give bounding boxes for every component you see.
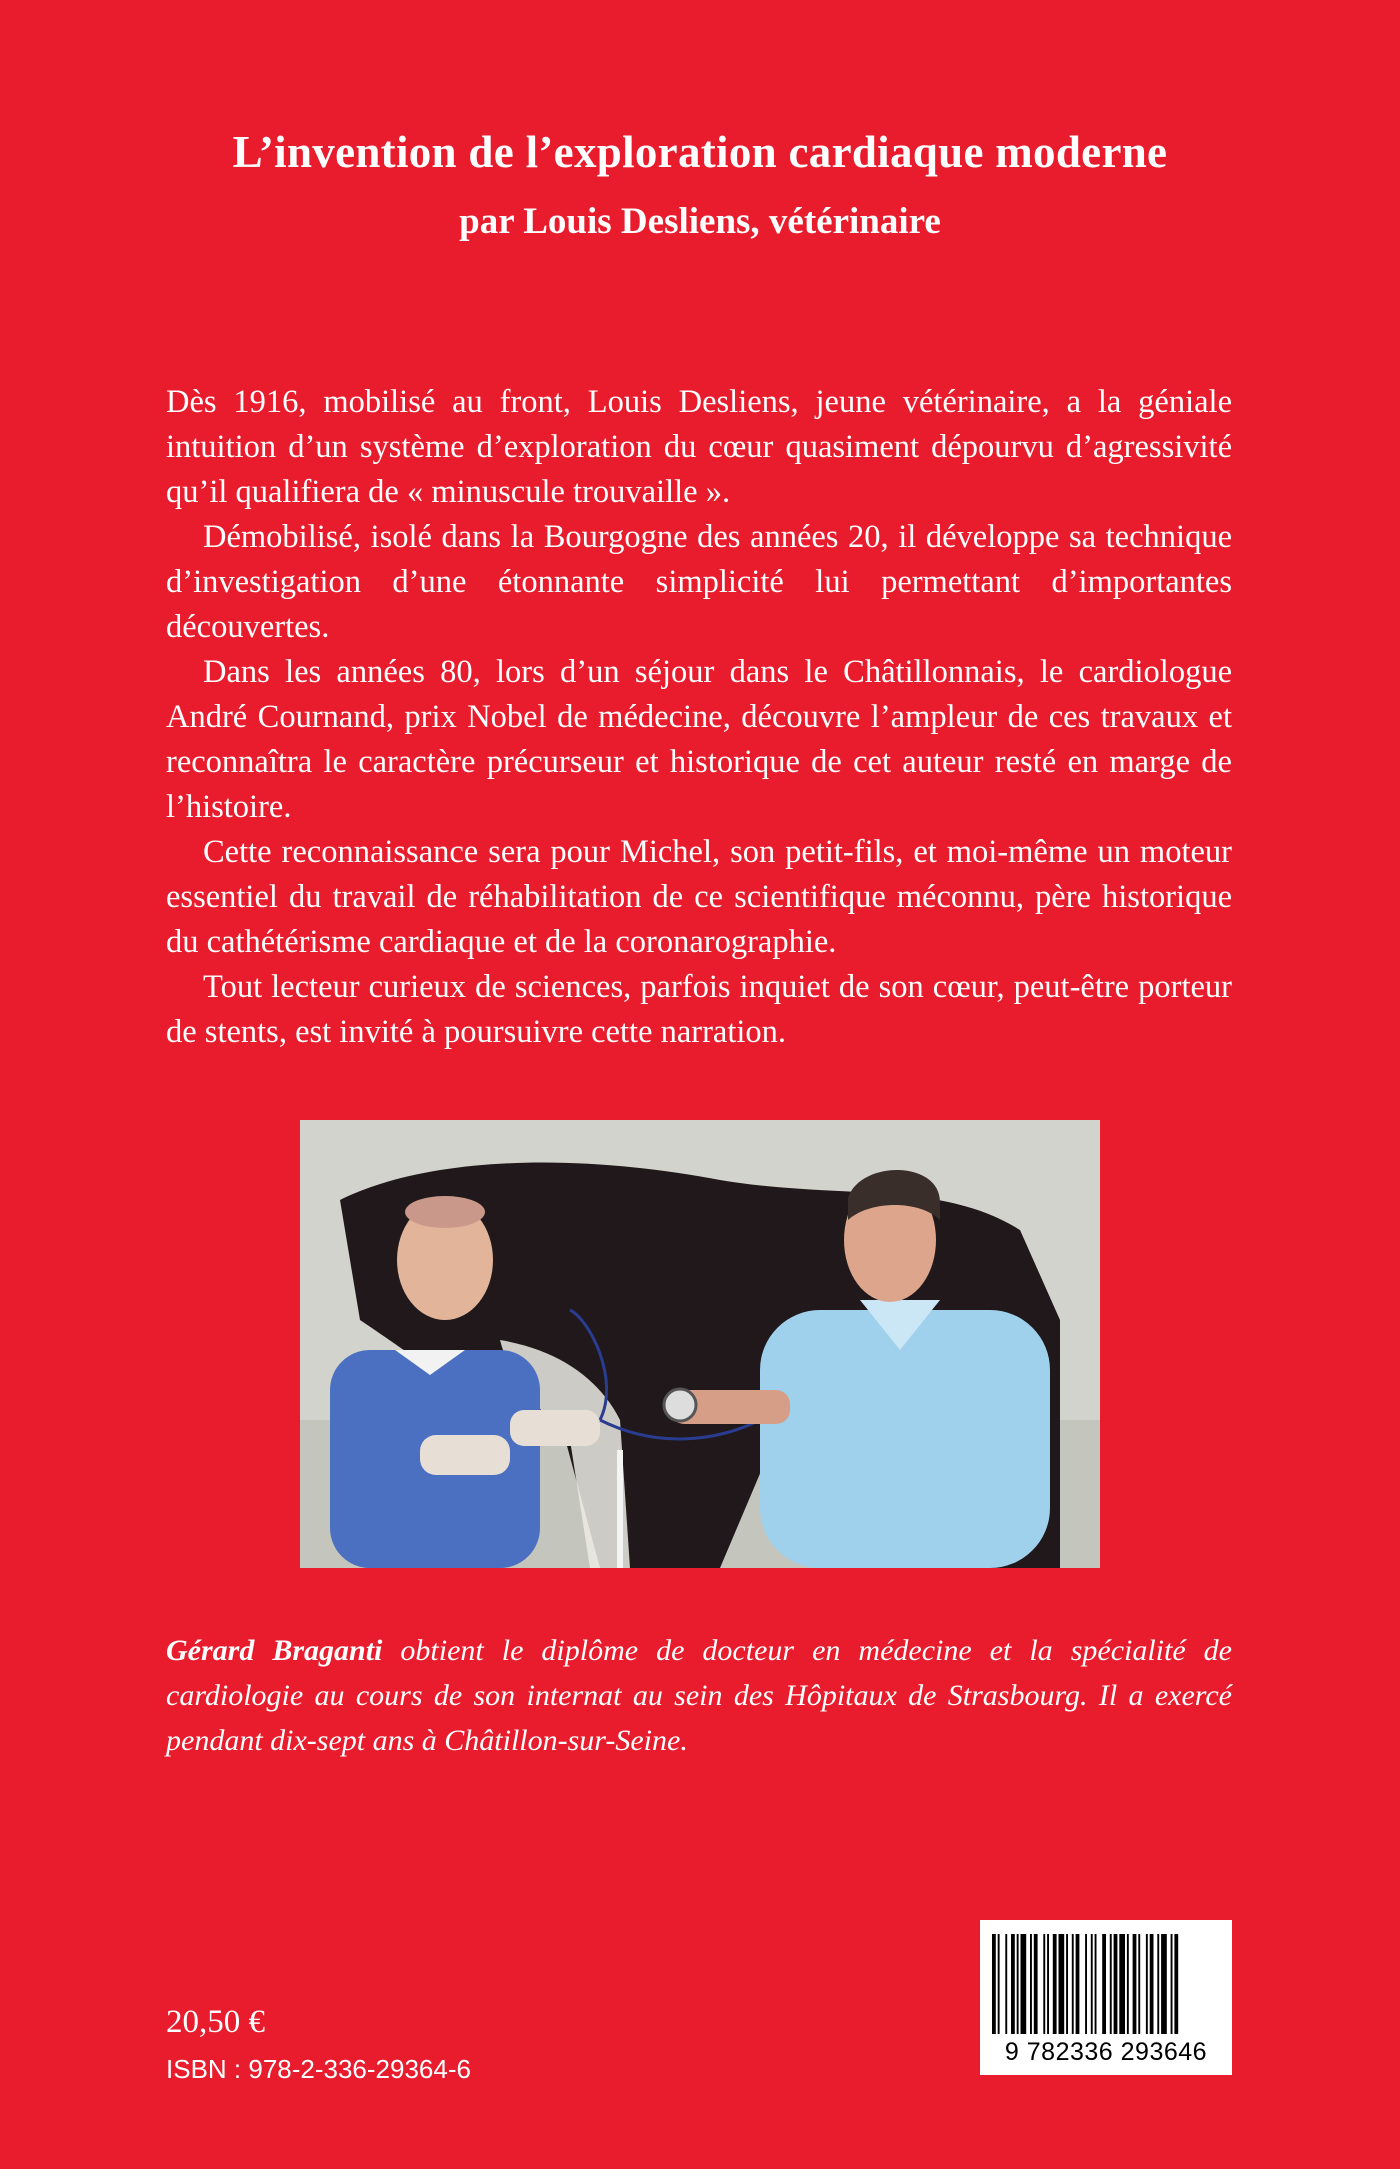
barcode-bar xyxy=(1171,1934,1173,2034)
blurb xyxy=(166,380,1232,1055)
barcode-bar xyxy=(1072,1934,1074,2034)
barcode-bar xyxy=(1110,1934,1112,2034)
barcode xyxy=(980,1920,1232,2075)
barcode-bar xyxy=(1066,1934,1068,2034)
barcode-bar xyxy=(1146,1934,1148,2034)
author-bio-text: obtient le diplôme de docteur en médecine et la spécialité de cardiologie au cours de son internat au sein des Hôpitaux de Strasbourg. Il a exercé pendant dix-sept ans à Châtillon-sur-Seine. xyxy=(166,1634,1232,1757)
barcode-bar xyxy=(1047,1934,1049,2034)
barcode-bar xyxy=(1114,1934,1118,2034)
blurb-paragraph: Dès 1916, mobilisé au front, Louis Desliens, jeune vétérinaire, a la géniale intuition d’un système d’exploration du cœur quasiment dépourvu d’agressivité qu’il qualifiera de « minuscule trouvaille ». xyxy=(166,384,1232,510)
barcode-bar xyxy=(998,1934,1000,2034)
barcode-bars xyxy=(992,1934,1220,2034)
barcode-bar xyxy=(1127,1934,1129,2034)
barcode-bar xyxy=(1095,1934,1097,2034)
barcode-bar xyxy=(1174,1934,1178,2034)
barcode-bar xyxy=(1157,1934,1159,2034)
price: 20,50 € xyxy=(166,2004,265,2040)
barcode-bar xyxy=(1138,1934,1140,2034)
blurb-paragraph: Cette reconnaissance sera pour Michel, son petit-fils, et moi-même un moteur essentiel du travail de réhabilitation de ce scientifique méconnu, père historique du cathétérisme cardiaque et de la coronarographie. xyxy=(166,834,1232,960)
barcode-bar xyxy=(1150,1934,1154,2034)
barcode-bar xyxy=(1102,1934,1106,2034)
photo-illustration xyxy=(300,1120,1100,1568)
barcode-bar xyxy=(1119,1934,1125,2034)
blurb-paragraph: Démobilisé, isolé dans la Bourgogne des années 20, il développe sa technique d’investigation d’une étonnante simplicité lui permettant d’importantes découvertes. xyxy=(166,519,1232,645)
cover-photo xyxy=(300,1120,1100,1568)
author-name: Gérard Braganti xyxy=(166,1634,383,1667)
barcode-bar xyxy=(1021,1934,1027,2034)
barcode-bar xyxy=(1017,1934,1019,2034)
isbn: ISBN : 978-2-336-29364-6 xyxy=(166,2054,471,2084)
barcode-bar xyxy=(1059,1934,1065,2034)
barcode-digits: 9 782336 293646 xyxy=(1004,2038,1208,2066)
barcode-bar xyxy=(1005,1934,1007,2034)
barcode-bar xyxy=(1034,1934,1038,2034)
book-subtitle: par Louis Desliens, vétérinaire xyxy=(459,201,941,242)
barcode-bar xyxy=(1091,1934,1093,2034)
barcode-bar xyxy=(1030,1934,1032,2034)
barcode-bar xyxy=(1161,1934,1167,2034)
blurb-paragraph: Dans les années 80, lors d’un séjour dans le Châtillonnais, le cardiologue André Cournand, prix Nobel de médecine, découvre l’ampleur de ces travaux et reconnaîtra le caractère précurseur et historique de cet auteur resté en marge de l’histoire. xyxy=(166,654,1232,825)
barcode-bar xyxy=(1011,1934,1015,2034)
barcode-bar xyxy=(1133,1934,1137,2034)
barcode-bar xyxy=(992,1934,996,2034)
author-bio xyxy=(166,1628,1232,1763)
blurb-paragraph: Tout lecteur curieux de sciences, parfois inquiet de son cœur, peut-être porteur de stents, est invité à poursuivre cette narration. xyxy=(166,969,1232,1050)
barcode-bar xyxy=(1076,1934,1080,2034)
barcode-bar xyxy=(1043,1934,1045,2034)
barcode-bar xyxy=(1053,1934,1057,2034)
book-title: L’invention de l’exploration cardiaque moderne xyxy=(232,127,1168,177)
barcode-bar xyxy=(1085,1934,1087,2034)
